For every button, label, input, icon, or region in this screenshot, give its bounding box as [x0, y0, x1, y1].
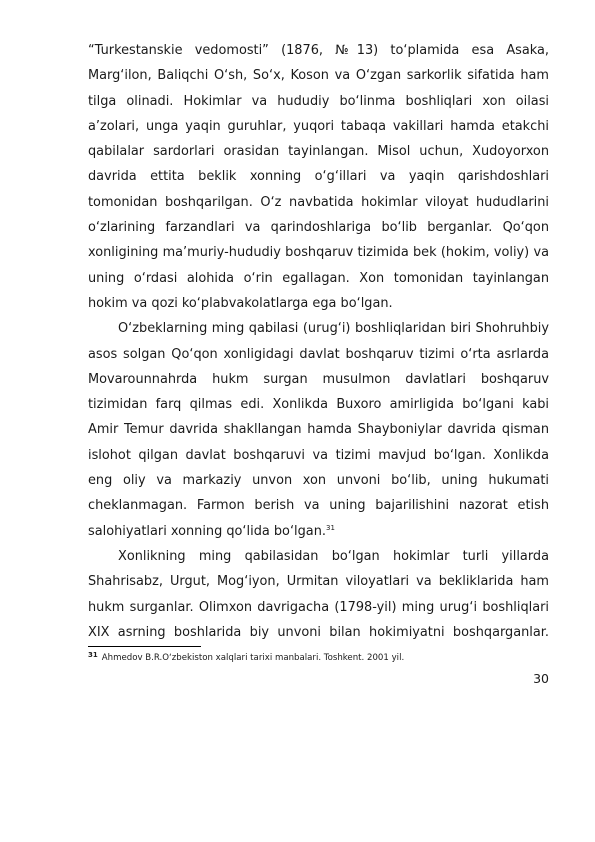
page-number: 30 [533, 671, 549, 686]
footnote-text: Ahmedov B.R.O‘zbekiston xalqlari tarixi manbalari. Toshkent. 2001 yil. [101, 653, 405, 663]
footnote-divider [88, 646, 201, 647]
paragraph-1 [88, 38, 549, 316]
paragraph-2 [88, 316, 549, 544]
paragraph-2-text: O‘zbeklarning ming qabilasi (urug‘i) boshliqlaridan biri Shohruhbiy asos solgan Qo‘qon xonligidagi davlat boshqaruv tizimi o‘rta asrlarda Movarounnahrda hukm surgan musulmon davlatlari boshqaruv tizimidan farq qilmas edi. Xonlikda Buxoro amirligida bo‘lgani kabi Amir Temur davrida shakllangan hamda Shayboniylar davrida qisman islohot qilgan davlat boshqaruvi va tizimi mavjud bo‘lgan. Xonlikda eng oliy va markaziy unvon xon unvoni bo‘lib, uning hukumati cheklanmagan. Farmon berish va uning bajarilishini nazorat etish salohiyatlari xonning qo‘lida bo‘lgan. [88, 321, 549, 539]
paragraph-3-text: Xonlikning ming qabilasidan bo‘lgan hokimlar turli yillarda Shahrisabz, Urgut, Mog‘iyon, Urmitan viloyatlari va bekliklarida ham hukm surganlar. Olimxon davrigacha (1798-yil) ming urug‘i boshliqlari XIX asrning boshlarida biy unvoni bilan hokimiyatni boshqarganlar. [88, 548, 549, 640]
paragraph-3 [88, 544, 549, 645]
footnote-number: 31 [88, 651, 98, 659]
footnote-reference[interactable]: 31 [325, 523, 335, 532]
footnote [88, 653, 549, 664]
document-body [88, 38, 549, 645]
paragraph-1-text: “Turkestanskie vedomosti” (1876, №13) to‘plamida esa Asaka, Marg‘ilon, Baliqchi O‘sh, So‘x, Koson va O‘zgan sarkorlik sifatida ham tilga olinadi. Hokimlar va hududiy bo‘linma boshliqlari xon oilasi a’zolari, unga yaqin guruhlar, yuqori tabaqa vakillari hamda etakchi qabilalar sardorlari orasidan tayinlangan. Misol uchun, Xudoyorxon davrida ettita beklik xonning o‘g‘illari va yaqin qarishdoshlari tomonidan boshqarilgan. O‘z navbatida hokimlar viloyat hududlarini o‘zlarining farzandlari va qarindoshlariga bo‘lib berganlar. Qo‘qon xonligining ma’muriy-hududiy boshqaruv tizimida bek (hokim, voliy) va uning o‘rdasi alohida o‘rin egallagan. Xon tomonidan tayinlangan hokim va qozi ko‘plabvakolatlarga ega bo‘lgan. [88, 43, 549, 311]
